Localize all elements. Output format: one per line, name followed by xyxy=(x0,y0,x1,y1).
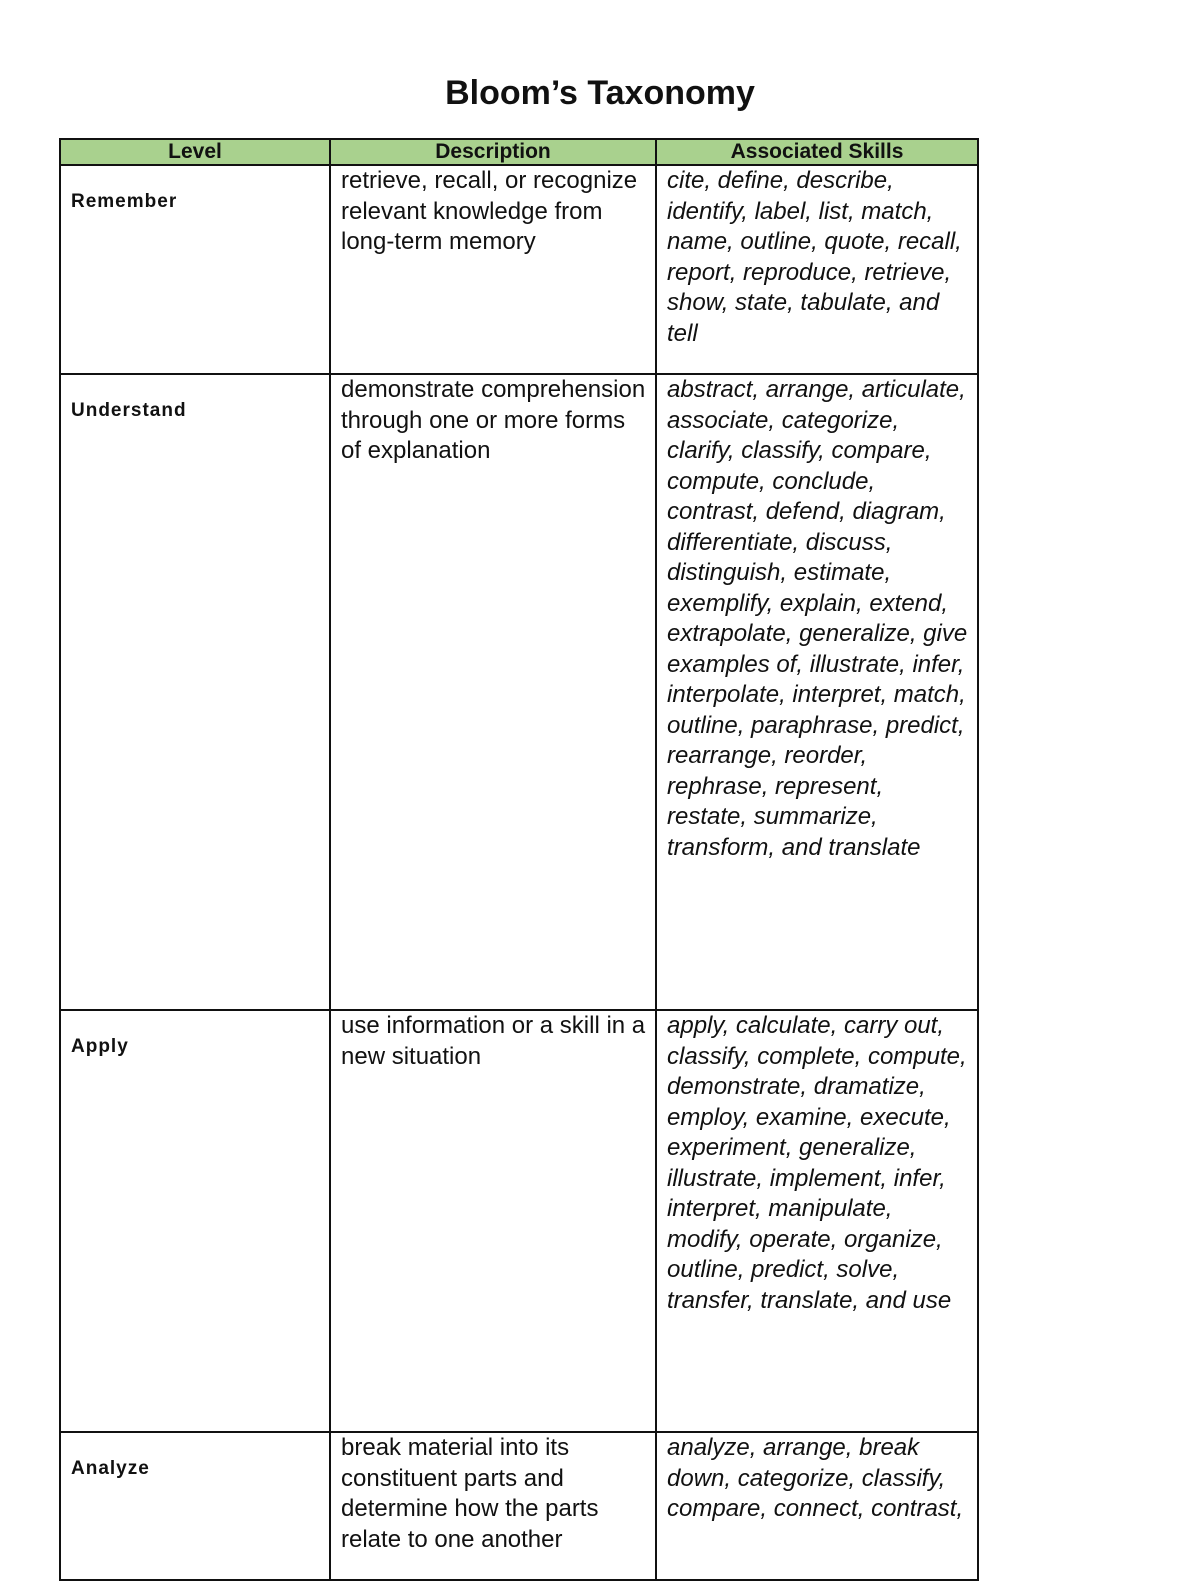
level-cell: Analyze xyxy=(60,1432,330,1580)
description-cell: use information or a skill in a new situation xyxy=(330,1010,656,1432)
level-cell: Remember xyxy=(60,165,330,374)
level-cell: Apply xyxy=(60,1010,330,1432)
description-cell: retrieve, recall, or recognize relevant knowledge from long-term memory xyxy=(330,165,656,374)
table-row xyxy=(60,374,978,1010)
skills-cell: apply, calculate, carry out, classify, complete, compute, demonstrate, dramatize, employ, examine, execute, experiment, generalize, illustrate, implement, infer, interpret, manipulate, modify, operate, organize, outline, predict, solve, transfer, translate, and use xyxy=(656,1010,978,1432)
skills-cell: abstract, arrange, articulate, associate, categorize, clarify, classify, compare, compute, conclude, contrast, defend, diagram, differentiate, discuss, distinguish, estimate, exemplify, explain, extend, extrapolate, generalize, give examples of, illustrate, infer, interpolate, interpret, match, outline, paraphrase, predict, rearrange, reorder, rephrase, represent, restate, summarize, transform, and translate xyxy=(656,374,978,1010)
header-description: Description xyxy=(330,139,656,165)
table-row xyxy=(60,1010,978,1432)
skills-cell: analyze, arrange, break down, categorize, classify, compare, connect, contrast, xyxy=(656,1432,978,1580)
table-row xyxy=(60,165,978,374)
description-cell: break material into its constituent parts and determine how the parts relate to one another xyxy=(330,1432,656,1580)
taxonomy-table xyxy=(59,138,979,1581)
table-header-row xyxy=(60,139,978,165)
skills-cell: cite, define, describe, identify, label, list, match, name, outline, quote, recall, report, reproduce, retrieve, show, state, tabulate, and tell xyxy=(656,165,978,374)
header-level: Level xyxy=(60,139,330,165)
table-row xyxy=(60,1432,978,1580)
description-cell: demonstrate comprehension through one or more forms of explanation xyxy=(330,374,656,1010)
level-cell: Understand xyxy=(60,374,330,1010)
page-title: Bloom’s Taxonomy xyxy=(445,74,755,112)
header-associated-skills: Associated Skills xyxy=(656,139,978,165)
